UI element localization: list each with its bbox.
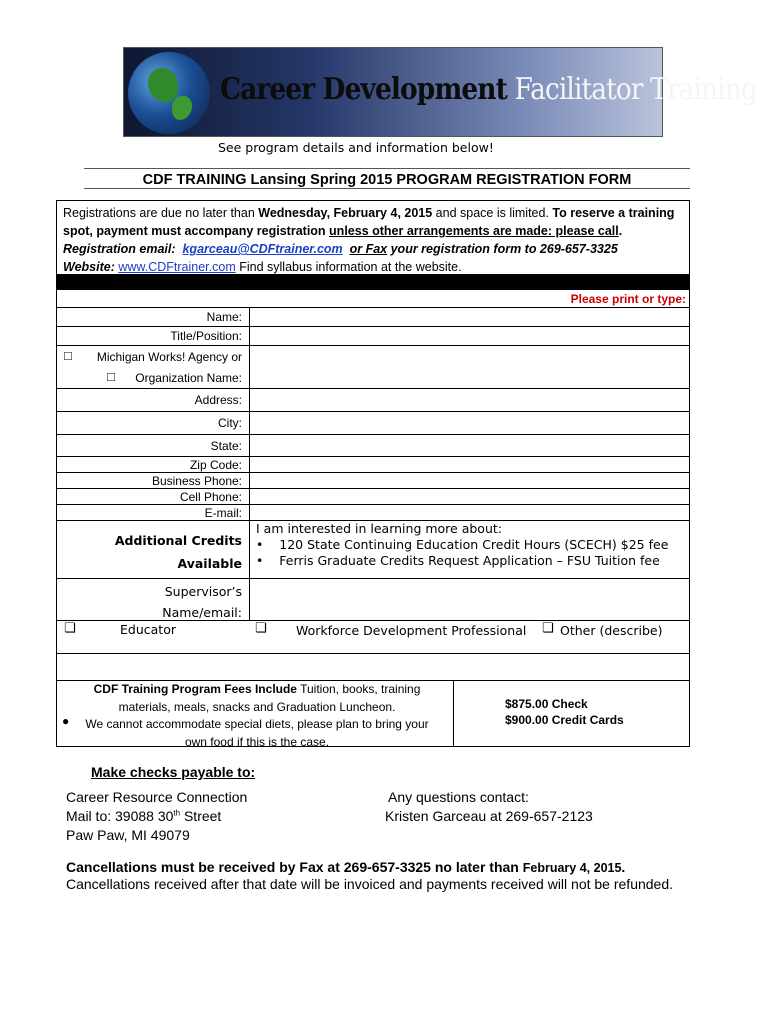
other-radio-icon[interactable]: ❏ <box>542 621 554 636</box>
workforce-radio-icon[interactable]: ❏ <box>255 621 267 636</box>
other-label: Other (describe) <box>560 623 663 638</box>
credit-option-scech[interactable]: • 120 State Continuing Education Credit Hours (SCECH) $25 fee <box>256 537 669 552</box>
email-input[interactable] <box>250 505 688 519</box>
questions-label: Any questions contact: <box>388 789 529 805</box>
name-input[interactable] <box>250 308 688 325</box>
credit-option-ferris[interactable]: • Ferris Graduate Credits Request Application – FSU Tuition fee <box>256 553 660 568</box>
state-input[interactable] <box>250 435 688 455</box>
checkbox-icon[interactable]: □ <box>64 348 72 363</box>
agency-label: Michigan Works! Agency or <box>96 350 242 364</box>
form-title: CDF TRAINING Lansing Spring 2015 PROGRAM REGISTRATION FORM <box>142 172 632 188</box>
supervisor-label-2: Name/email: <box>162 605 242 620</box>
section-bar <box>57 274 689 290</box>
credits-intro: I am interested in learning more about: <box>256 521 502 536</box>
globe-icon <box>128 52 210 134</box>
title-input[interactable] <box>250 327 688 344</box>
intro-text: Registrations are due no later than Wednesday, February 4, 2015 and space is limited. To reserve a training spot, payment must accompany registration unless other arrangements are made: please call. Registration email: kgarceau@CDFtrainer.com or Fax your registration form to 269-657-3325 Website: www.CDFtrainer.com Find syllabus information at the website. <box>63 206 675 274</box>
payable-city: Paw Paw, MI 49079 <box>66 827 190 843</box>
divider <box>84 168 690 169</box>
fees-prices: $875.00 Check $900.00 Credit Cards <box>505 697 624 727</box>
address-input[interactable] <box>250 389 688 410</box>
banner-title <box>220 72 757 107</box>
credits-label-available: Available <box>177 556 242 571</box>
cancellation-policy: Cancellations received after that date will be invoiced and payments received will not be refunded. <box>66 876 674 892</box>
org-label: Organization Name: <box>135 371 242 385</box>
header-banner <box>123 47 757 137</box>
business-phone-label: Business Phone: <box>151 474 242 488</box>
title-label: Title/Position: <box>170 329 242 343</box>
checkbox-icon[interactable]: □ <box>107 369 115 384</box>
subtitle: See program details and information below! <box>218 140 494 155</box>
educator-label: Educator <box>120 622 176 637</box>
city-input[interactable] <box>250 412 688 433</box>
email-link[interactable]: kgarceau@CDFtrainer.com <box>182 242 343 256</box>
cancellation-notice: Cancellations must be received by Fax at 269-657-3325 no later than February 4, 2015. <box>66 859 626 875</box>
print-note: Please print or type: <box>570 292 686 306</box>
zip-label: Zip Code: <box>189 458 242 472</box>
educator-radio-icon[interactable]: ❏ <box>64 621 76 636</box>
divider <box>84 188 690 189</box>
bullet-icon: ● <box>62 714 70 728</box>
cell-phone-label: Cell Phone: <box>179 490 242 504</box>
name-label: Name: <box>206 310 242 324</box>
banner-title-part1: Career Development <box>220 72 507 107</box>
payable-heading: Make checks payable to: <box>91 764 256 780</box>
email-label: E-mail: <box>204 506 242 520</box>
credits-label: Additional Credits <box>114 533 242 548</box>
address-label: Address: <box>194 393 242 407</box>
city-label: City: <box>218 416 242 430</box>
contact-info: Kristen Garceau at 269-657-2123 <box>385 808 593 824</box>
supervisor-label: Supervisor’s <box>164 584 242 599</box>
zip-input[interactable] <box>250 457 688 471</box>
workforce-label: Workforce Development Professional <box>296 623 527 638</box>
business-phone-input[interactable] <box>250 473 688 487</box>
banner-title-part2: Facilitator Training <box>514 72 757 107</box>
state-label: State: <box>210 439 242 453</box>
organization-input[interactable] <box>250 346 688 387</box>
supervisor-input[interactable] <box>250 579 688 619</box>
other-describe-input[interactable] <box>57 654 689 679</box>
payable-address: Mail to: 39088 30th Street <box>66 808 222 824</box>
website-link[interactable]: www.CDFtrainer.com <box>118 260 236 274</box>
fees-description: CDF Training Program Fees Include Tuition, books, training materials, meals, snacks and Graduation Luncheon. We cannot accommodate special diets, please plan to bring your own food if this is the case. <box>85 682 429 749</box>
cell-phone-input[interactable] <box>250 489 688 503</box>
payable-org: Career Resource Connection <box>66 789 248 805</box>
